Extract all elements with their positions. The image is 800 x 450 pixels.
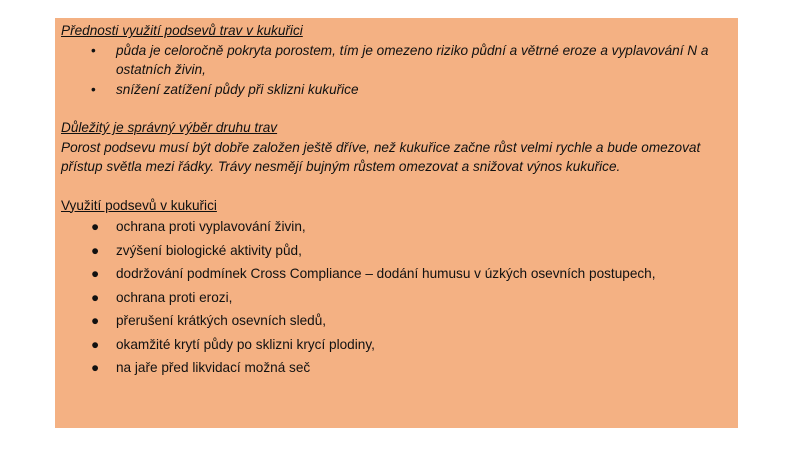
list-item-text: snížení zatížení půdy při sklizni kukuřice	[116, 81, 359, 97]
bullet-icon: ●	[91, 360, 100, 375]
bullet-icon: ●	[91, 336, 100, 352]
bullet-icon: ●	[91, 242, 100, 258]
section2-heading: Důležitý je správný výběr druhu trav	[61, 120, 278, 135]
list-item-text: přerušení krátkých osevních sledů,	[116, 313, 327, 328]
section3-list	[61, 215, 738, 380]
list-item	[61, 262, 738, 286]
list-item	[61, 356, 738, 380]
section1-heading: Přednosti využití podsevů trav v kukuřici	[61, 23, 303, 38]
list-item-text: ochrana proti erozi,	[116, 289, 233, 305]
spacer	[61, 99, 738, 118]
section2-paragraph: Porost podsevu musí být dobře založen ještě dříve, než kukuřice začne růst velmi rychle a bude omezovat přístup světla mezi řádky. Trávy nesmějí bujným růstem omezovat a snižovat výnos kukuřice.	[61, 139, 701, 174]
list-item	[61, 239, 738, 263]
section1-list	[61, 41, 738, 100]
bullet-icon: •	[91, 42, 96, 58]
list-item	[61, 309, 738, 333]
bullet-icon: ●	[91, 266, 100, 281]
spacer	[61, 177, 738, 196]
list-item-text: na jaře před likvidací možná seč	[116, 360, 311, 375]
content-panel	[55, 18, 738, 428]
list-item-text: zvýšení biologické aktivity půd,	[116, 242, 302, 258]
list-item-text: ochrana proti vyplavování živin,	[116, 219, 306, 234]
list-item-text: okamžité krytí půdy po sklizni krycí plodiny,	[116, 336, 375, 352]
bullet-icon: ●	[91, 219, 100, 234]
list-item-text: půda je celoročně pokryta porostem, tím je omezeno riziko půdní a větrné eroze a vyplavování N a ostatních živin,	[116, 42, 709, 77]
bullet-icon: ●	[91, 289, 100, 305]
bullet-icon: ●	[91, 313, 100, 328]
section3-heading: Využití podsevů v kukuřici	[61, 197, 217, 213]
list-item	[61, 80, 738, 100]
list-item	[61, 215, 738, 239]
list-item	[61, 286, 738, 310]
list-item	[61, 41, 738, 80]
list-item	[61, 333, 738, 357]
list-item-text: dodržování podmínek Cross Compliance – dodání humusu v úzkých osevních postupech,	[116, 266, 656, 281]
bullet-icon: •	[91, 81, 96, 97]
